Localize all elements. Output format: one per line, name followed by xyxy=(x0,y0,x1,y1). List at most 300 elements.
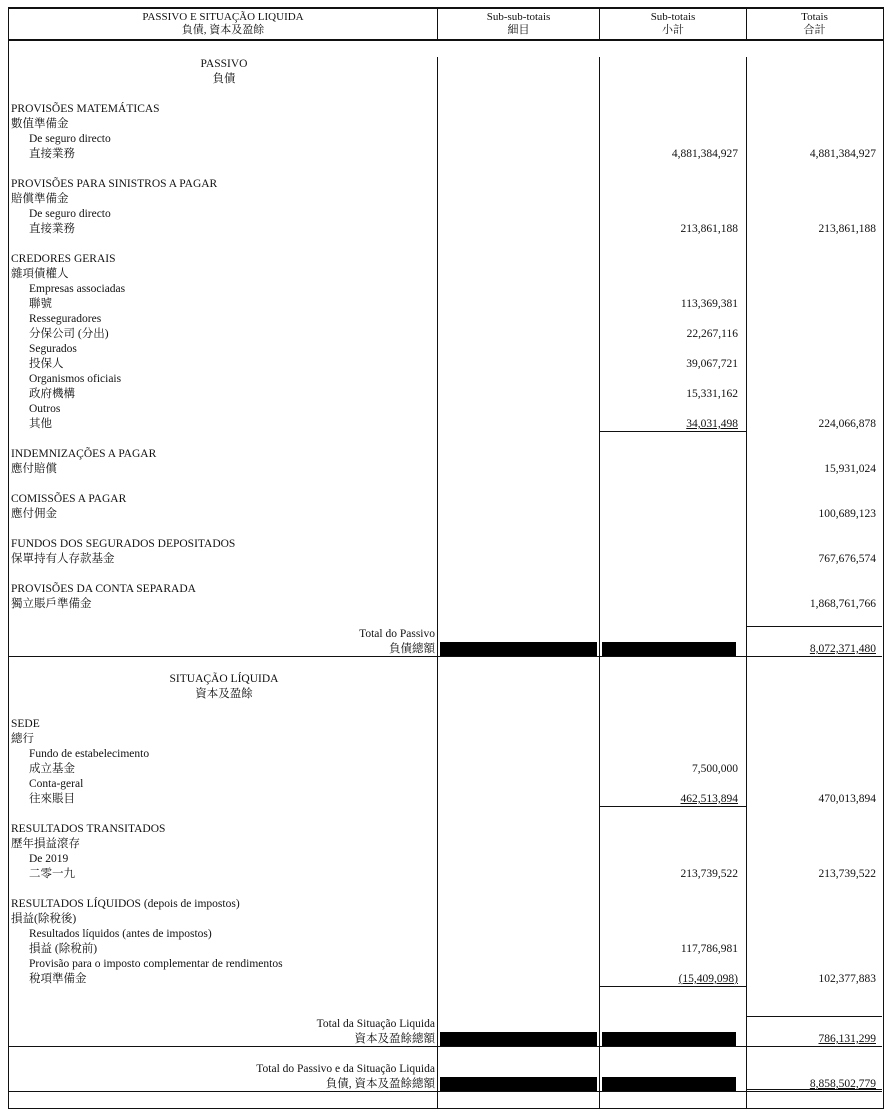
row-label: 往來賬目 xyxy=(9,792,438,807)
subsubtotal-cell xyxy=(438,552,600,567)
table-row xyxy=(9,957,883,972)
total-cell xyxy=(747,657,882,672)
total-cell xyxy=(747,357,882,372)
total-value: 8,072,371,480 xyxy=(809,643,876,655)
subtotal-cell xyxy=(600,432,747,447)
row-label: 稅項準備金 xyxy=(9,972,438,987)
table-row xyxy=(9,402,883,417)
table-row xyxy=(9,897,883,912)
total-cell xyxy=(747,957,882,972)
subsubtotal-cell xyxy=(438,387,600,402)
table-row xyxy=(9,507,883,522)
subtotal-cell xyxy=(600,147,747,162)
row-label: Resseguradores xyxy=(9,312,438,327)
header-sub-pt: Sub-totais xyxy=(650,11,696,23)
row-label: 其他 xyxy=(9,417,438,432)
subsubtotal-cell xyxy=(438,732,600,747)
total-cell xyxy=(747,222,882,237)
subtotal-cell xyxy=(600,87,747,102)
subsubtotal-cell xyxy=(438,807,600,822)
subtotal-cell xyxy=(600,687,747,702)
subsubtotal-cell xyxy=(438,72,600,87)
table-row xyxy=(9,567,883,582)
header-subtotals xyxy=(600,9,747,39)
subsubtotal-cell xyxy=(438,477,600,492)
subtotal-cell xyxy=(600,567,747,582)
row-label: CREDORES GERAIS xyxy=(9,252,438,267)
subtotal-cell xyxy=(600,372,747,387)
subsubtotal-cell xyxy=(438,147,600,162)
table-row xyxy=(9,177,883,192)
row-label xyxy=(9,522,438,537)
subsubtotal-cell xyxy=(438,537,600,552)
table-row xyxy=(9,102,883,117)
subsubtotal-cell xyxy=(438,822,600,837)
subsubtotal-cell xyxy=(438,417,600,432)
subtotal-value: 462,513,894 xyxy=(680,793,738,805)
total-cell xyxy=(747,102,882,117)
total-cell xyxy=(747,912,882,927)
total-cell xyxy=(747,192,882,207)
total-cell xyxy=(747,642,882,657)
total-cell xyxy=(747,207,882,222)
row-label: Provisão para o imposto complementar de rendimentos xyxy=(9,957,438,972)
row-label: PASSIVO xyxy=(9,57,438,72)
total-value: 470,013,894 xyxy=(818,793,876,805)
row-label: 分保公司 (分出) xyxy=(9,327,438,342)
subsubtotal-cell xyxy=(438,432,600,447)
subsubtotal-cell xyxy=(438,327,600,342)
row-label xyxy=(9,567,438,582)
row-label: 直接業務 xyxy=(9,222,438,237)
row-label xyxy=(9,432,438,447)
subtotal-cell xyxy=(600,132,747,147)
row-label: 獨立賬戶準備金 xyxy=(9,597,438,612)
row-label: PROVISÕES DA CONTA SEPARADA xyxy=(9,582,438,597)
total-cell xyxy=(747,1092,882,1108)
row-label xyxy=(9,1092,438,1108)
table-row xyxy=(9,612,883,627)
subsubtotal-cell xyxy=(438,942,600,957)
row-label xyxy=(9,237,438,252)
subsubtotal-cell xyxy=(438,582,600,597)
total-cell xyxy=(747,567,882,582)
subsubtotal-cell xyxy=(438,627,600,642)
subsubtotal-cell xyxy=(438,282,600,297)
row-label: Segurados xyxy=(9,342,438,357)
subsubtotal-cell xyxy=(438,57,600,72)
row-label: RESULTADOS LÍQUIDOS (depois de impostos) xyxy=(9,897,438,912)
row-label xyxy=(9,657,438,672)
total-cell xyxy=(747,507,882,522)
row-label xyxy=(9,477,438,492)
total-cell xyxy=(747,432,882,447)
total-cell xyxy=(747,267,882,282)
total-cell xyxy=(747,282,882,297)
subsubtotal-cell xyxy=(438,252,600,267)
total-cell xyxy=(747,702,882,717)
subsubtotal-cell xyxy=(438,777,600,792)
subtotal-value: 113,369,381 xyxy=(680,298,738,310)
total-cell xyxy=(747,1047,882,1062)
total-cell xyxy=(747,972,882,987)
subtotal-cell xyxy=(600,672,747,687)
subsubtotal-cell xyxy=(438,87,600,102)
subtotal-cell xyxy=(600,447,747,462)
subtotal-cell xyxy=(600,267,747,282)
total-cell xyxy=(747,552,882,567)
subtotal-cell xyxy=(600,747,747,762)
subtotal-value: 34,031,498 xyxy=(686,418,738,430)
subsubtotal-cell xyxy=(438,702,600,717)
subtotal-cell xyxy=(600,462,747,477)
subsubtotal-cell xyxy=(438,162,600,177)
subtotal-cell xyxy=(600,252,747,267)
subtotal-value: (15,409,098) xyxy=(678,973,738,985)
table-row xyxy=(9,717,883,732)
subsubtotal-cell xyxy=(438,402,600,417)
subtotal-cell xyxy=(600,537,747,552)
table-row xyxy=(9,222,883,237)
table-row xyxy=(9,987,883,1002)
subsubtotal-cell xyxy=(438,1017,600,1032)
table-row xyxy=(9,72,883,87)
subtotal-cell xyxy=(600,987,747,1002)
subsubtotal-cell xyxy=(438,492,600,507)
table-row xyxy=(9,537,883,552)
row-label: 損益 (除稅前) xyxy=(9,942,438,957)
row-label: Outros xyxy=(9,402,438,417)
total-cell xyxy=(747,342,882,357)
row-label: 成立基金 xyxy=(9,762,438,777)
total-cell xyxy=(747,537,882,552)
row-label: Organismos oficiais xyxy=(9,372,438,387)
table-row xyxy=(9,867,883,882)
row-label: Total do Passivo e da Situação Liquida xyxy=(9,1062,438,1077)
subtotal-cell xyxy=(600,282,747,297)
row-label xyxy=(9,1002,438,1017)
subtotal-value: 213,861,188 xyxy=(680,223,738,235)
row-label: RESULTADOS TRANSITADOS xyxy=(9,822,438,837)
total-cell xyxy=(747,867,882,882)
subsubtotal-cell xyxy=(438,297,600,312)
subsubtotal-cell xyxy=(438,912,600,927)
balance-sheet-liabilities-table xyxy=(8,7,884,1109)
header-description xyxy=(9,9,438,39)
total-cell xyxy=(747,297,882,312)
total-cell xyxy=(747,822,882,837)
total-cell xyxy=(747,882,882,897)
row-label: 資本及盈餘 xyxy=(9,687,438,702)
total-cell xyxy=(747,372,882,387)
table-row xyxy=(9,852,883,867)
row-label: Fundo de estabelecimento xyxy=(9,747,438,762)
row-label xyxy=(9,87,438,102)
subtotal-cell xyxy=(600,582,747,597)
table-row xyxy=(9,117,883,132)
subsubtotal-cell xyxy=(438,567,600,582)
row-label: 資本及盈餘總額 xyxy=(9,1032,438,1047)
subtotal-cell xyxy=(600,732,747,747)
row-label: 負債, 資本及盈餘總額 xyxy=(9,1077,438,1092)
subsubtotal-cell xyxy=(438,312,600,327)
table-row xyxy=(9,192,883,207)
subsubtotal-cell xyxy=(438,177,600,192)
subtotal-cell xyxy=(600,837,747,852)
subsubtotal-cell xyxy=(438,447,600,462)
total-cell xyxy=(747,117,882,132)
row-label: 投保人 xyxy=(9,357,438,372)
total-cell xyxy=(747,627,882,642)
subsubtotal-cell xyxy=(438,1047,600,1062)
row-label: Total da Situação Liquida xyxy=(9,1017,438,1032)
total-cell xyxy=(747,477,882,492)
total-cell xyxy=(747,87,882,102)
table-row xyxy=(9,762,883,777)
subtotal-cell xyxy=(600,867,747,882)
total-cell xyxy=(747,1002,882,1017)
total-cell xyxy=(747,1077,882,1092)
total-cell xyxy=(747,177,882,192)
table-row xyxy=(9,342,883,357)
row-label: Empresas associadas xyxy=(9,282,438,297)
subsubtotal-cell xyxy=(438,1002,600,1017)
subtotal-cell xyxy=(600,597,747,612)
row-label: 二零一九 xyxy=(9,867,438,882)
table-row xyxy=(9,327,883,342)
row-label: PROVISÕES PARA SINISTROS A PAGAR xyxy=(9,177,438,192)
subtotal-value: 7,500,000 xyxy=(692,763,738,775)
row-label: De seguro directo xyxy=(9,207,438,222)
subtotal-cell xyxy=(600,117,747,132)
total-value: 8,858,502,779 xyxy=(809,1078,876,1090)
subtotal-cell xyxy=(600,1062,747,1077)
header-totals xyxy=(747,9,882,39)
row-label: 賠償準備金 xyxy=(9,192,438,207)
subsubtotal-cell xyxy=(438,672,600,687)
row-label: COMISSÕES A PAGAR xyxy=(9,492,438,507)
subtotal-value: 213,739,522 xyxy=(680,868,738,880)
row-label: 雜項債權人 xyxy=(9,267,438,282)
subtotal-cell xyxy=(600,882,747,897)
subsubtotal-cell xyxy=(438,132,600,147)
table-row xyxy=(9,582,883,597)
total-cell xyxy=(747,597,882,612)
subtotal-cell xyxy=(600,762,747,777)
subsubtotal-cell xyxy=(438,837,600,852)
subtotal-cell xyxy=(600,1047,747,1062)
table-row xyxy=(9,657,883,672)
subsubtotal-cell xyxy=(438,852,600,867)
row-label xyxy=(9,162,438,177)
redaction-bar xyxy=(440,1032,597,1046)
subtotal-cell xyxy=(600,1077,747,1092)
subsubtotal-cell xyxy=(438,597,600,612)
subtotal-cell xyxy=(600,852,747,867)
subtotal-value: 22,267,116 xyxy=(686,328,738,340)
subsubtotal-cell xyxy=(438,747,600,762)
subsubtotal-cell xyxy=(438,957,600,972)
subtotal-cell xyxy=(600,702,747,717)
total-cell xyxy=(747,162,882,177)
total-cell xyxy=(747,582,882,597)
subsubtotal-cell xyxy=(438,642,600,657)
table-row xyxy=(9,837,883,852)
table-row xyxy=(9,642,883,657)
row-label: De 2019 xyxy=(9,852,438,867)
table-row xyxy=(9,777,883,792)
header-description-zh: 負債, 資本及盈餘 xyxy=(181,24,265,36)
table-row xyxy=(9,1047,883,1062)
subsubtotal-cell xyxy=(438,882,600,897)
total-value: 786,131,299 xyxy=(818,1033,876,1045)
total-cell xyxy=(747,402,882,417)
table-row xyxy=(9,1032,883,1047)
row-label: 應付佣金 xyxy=(9,507,438,522)
total-cell xyxy=(747,732,882,747)
subtotal-cell xyxy=(600,477,747,492)
total-cell xyxy=(747,72,882,87)
subsubtotal-cell xyxy=(438,102,600,117)
total-cell xyxy=(747,447,882,462)
subtotal-cell xyxy=(600,642,747,657)
subsubtotal-cell xyxy=(438,372,600,387)
row-label xyxy=(9,702,438,717)
row-label: 損益(除稅後) xyxy=(9,912,438,927)
subsubtotal-cell xyxy=(438,687,600,702)
total-cell xyxy=(747,312,882,327)
subsubtotal-cell xyxy=(438,507,600,522)
total-value: 15,931,024 xyxy=(824,463,876,475)
table-row xyxy=(9,282,883,297)
table-row xyxy=(9,252,883,267)
subtotal-cell xyxy=(600,1092,747,1108)
subsubtotal-cell xyxy=(438,522,600,537)
subtotal-cell xyxy=(600,507,747,522)
total-value: 767,676,574 xyxy=(818,553,876,565)
subtotal-cell xyxy=(600,957,747,972)
subtotal-cell xyxy=(600,102,747,117)
row-label: SITUAÇÃO LÍQUIDA xyxy=(9,672,438,687)
row-label xyxy=(9,882,438,897)
table-row xyxy=(9,1062,883,1077)
total-value: 4,881,384,927 xyxy=(809,148,876,160)
total-cell xyxy=(747,792,882,807)
table-row xyxy=(9,522,883,537)
row-label: 負債 xyxy=(9,72,438,87)
total-cell xyxy=(747,327,882,342)
total-cell xyxy=(747,852,882,867)
subtotal-value: 39,067,721 xyxy=(686,358,738,370)
total-value: 1,868,761,766 xyxy=(809,598,876,610)
row-label: Resultados líquidos (antes de impostos) xyxy=(9,927,438,942)
row-label: PROVISÕES MATEMÁTICAS xyxy=(9,102,438,117)
subtotal-cell xyxy=(600,417,747,432)
subtotal-cell xyxy=(600,1002,747,1017)
total-cell xyxy=(747,387,882,402)
table-row xyxy=(9,462,883,477)
total-cell xyxy=(747,57,882,72)
total-cell xyxy=(747,942,882,957)
subtotal-cell xyxy=(600,657,747,672)
total-cell xyxy=(747,237,882,252)
total-cell xyxy=(747,762,882,777)
subsubtotal-cell xyxy=(438,1032,600,1047)
table-body xyxy=(9,41,883,1108)
table-row xyxy=(9,357,883,372)
table-row xyxy=(9,702,883,717)
subsubtotal-cell xyxy=(438,117,600,132)
subsubtotal-cell xyxy=(438,972,600,987)
total-cell xyxy=(747,132,882,147)
table-header xyxy=(9,9,883,41)
row-label xyxy=(9,807,438,822)
redaction-bar xyxy=(602,1032,736,1046)
row-label: 聯號 xyxy=(9,297,438,312)
redaction-bar xyxy=(602,1077,736,1091)
table-row xyxy=(9,492,883,507)
total-cell xyxy=(747,462,882,477)
table-row xyxy=(9,387,883,402)
total-cell xyxy=(747,252,882,267)
table-row xyxy=(9,447,883,462)
table-row xyxy=(9,297,883,312)
table-row xyxy=(9,597,883,612)
redaction-bar xyxy=(602,642,736,656)
subtotal-cell xyxy=(600,1032,747,1047)
table-row xyxy=(9,687,883,702)
total-cell xyxy=(747,1017,882,1032)
subtotal-cell xyxy=(600,177,747,192)
redaction-bar xyxy=(440,1077,597,1091)
total-cell xyxy=(747,717,882,732)
total-value: 224,066,878 xyxy=(818,418,876,430)
table-row xyxy=(9,87,883,102)
table-row xyxy=(9,1077,883,1092)
table-row xyxy=(9,267,883,282)
total-cell xyxy=(747,927,882,942)
total-cell xyxy=(747,687,882,702)
subsubtotal-cell xyxy=(438,1092,600,1108)
subtotal-cell xyxy=(600,387,747,402)
subsubtotal-cell xyxy=(438,267,600,282)
total-cell xyxy=(747,987,882,1002)
table-row xyxy=(9,552,883,567)
subtotal-cell xyxy=(600,222,747,237)
total-value: 100,689,123 xyxy=(818,508,876,520)
subtotal-cell xyxy=(600,342,747,357)
subtotal-cell xyxy=(600,402,747,417)
subsubtotal-cell xyxy=(438,897,600,912)
total-cell xyxy=(747,1032,882,1047)
table-row xyxy=(9,162,883,177)
subtotal-cell xyxy=(600,297,747,312)
subtotal-value: 117,786,981 xyxy=(680,943,738,955)
subtotal-cell xyxy=(600,912,747,927)
table-row xyxy=(9,672,883,687)
subtotal-cell xyxy=(600,792,747,807)
row-label: SEDE xyxy=(9,717,438,732)
total-cell xyxy=(747,837,882,852)
row-label: Total do Passivo xyxy=(9,627,438,642)
total-cell xyxy=(747,147,882,162)
subsubtotal-cell xyxy=(438,222,600,237)
subtotal-cell xyxy=(600,897,747,912)
subtotal-cell xyxy=(600,1017,747,1032)
subsubtotal-cell xyxy=(438,1062,600,1077)
subsubtotal-cell xyxy=(438,1077,600,1092)
row-label: 政府機構 xyxy=(9,387,438,402)
